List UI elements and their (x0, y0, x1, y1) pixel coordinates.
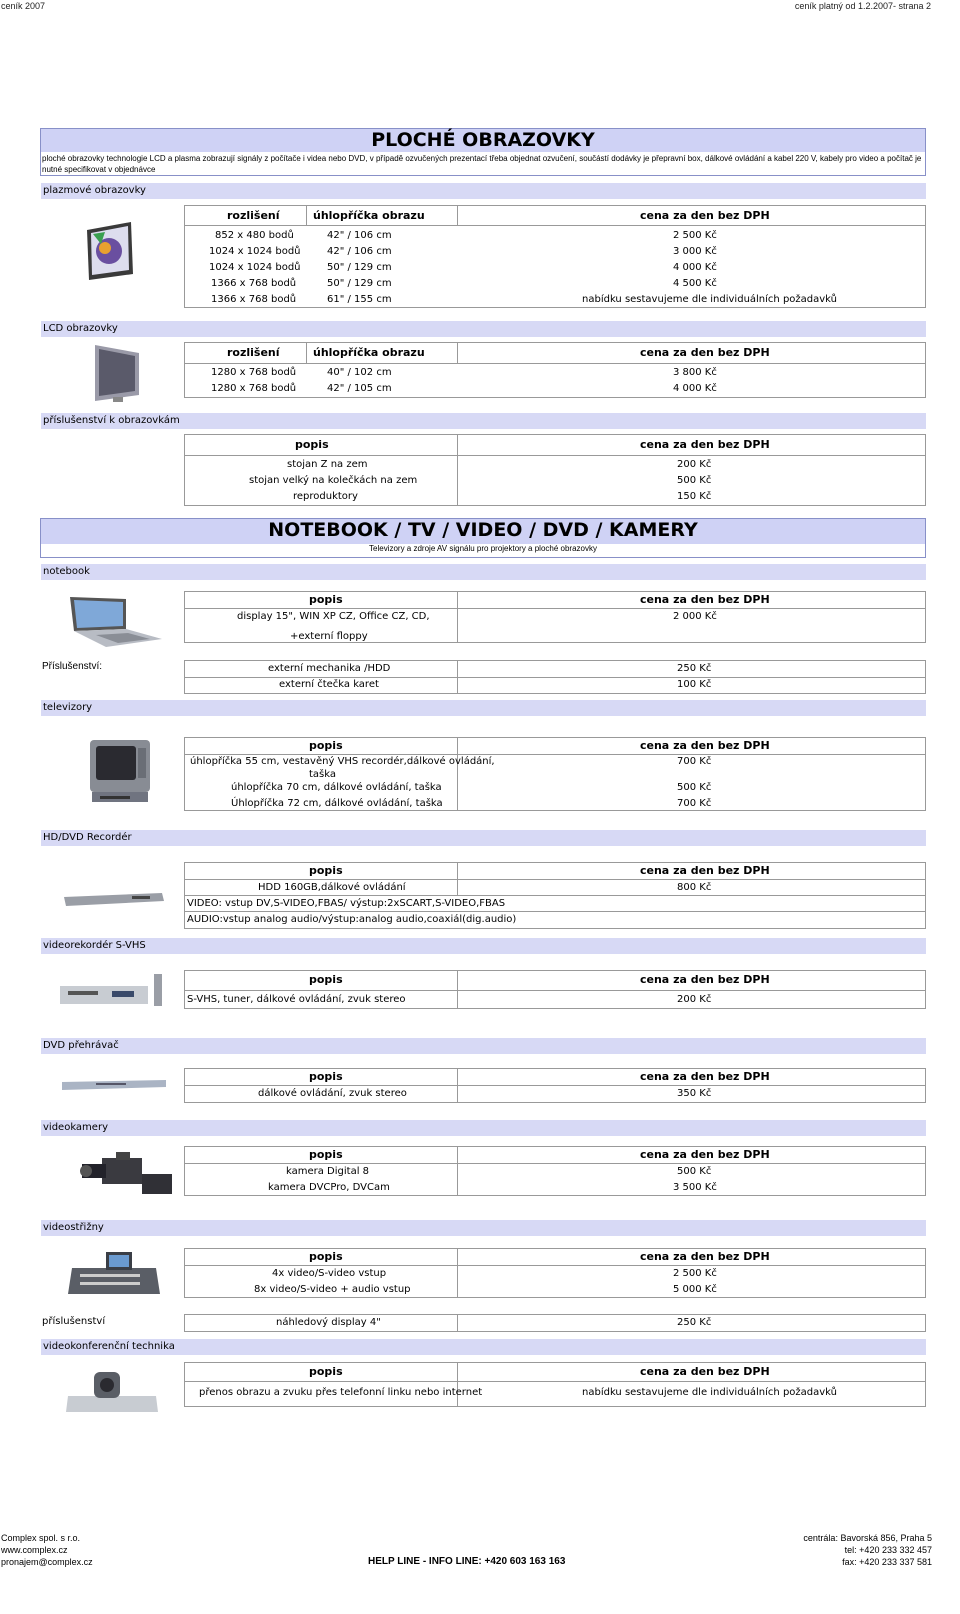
header-left: ceník 2007 (1, 1, 46, 11)
col-header: popis (295, 438, 329, 451)
section-label: videokonferenční technika (43, 1341, 175, 1352)
table-cell: 2 500 Kč (673, 1268, 717, 1279)
table-cell: 5 000 Kč (673, 1284, 717, 1295)
table-cell: 1366 x 768 bodů (211, 294, 297, 305)
section-videoconference (41, 1339, 926, 1355)
table-cell: úhlopříčka 55 cm, vestavěný VHS recordér,dálkové ovládání, (190, 756, 495, 767)
table-cell: externí mechanika /HDD (268, 663, 391, 674)
table-cell: 50" / 129 cm (327, 262, 392, 273)
lcd-screen-image (93, 341, 143, 403)
notebook-table (184, 591, 926, 643)
col-header: cena za den bez DPH (640, 1148, 770, 1161)
table-cell: display 15", WIN XP CZ, Office CZ, CD, (237, 611, 430, 622)
table-cell: 800 Kč (677, 882, 712, 893)
col-header: popis (309, 864, 343, 877)
table-cell: AUDIO:vstup analog audio/výstup:analog audio,coaxiál(dig.audio) (187, 914, 517, 925)
table-cell: externí čtečka karet (279, 679, 379, 690)
tv-image (86, 738, 154, 810)
table-cell: 1366 x 768 bodů (211, 278, 297, 289)
table-cell: 4 500 Kč (673, 278, 717, 289)
vhs-recorder-image (58, 972, 168, 1008)
banner-ploche-obrazovky (40, 128, 926, 176)
section-label: notebook (43, 566, 90, 577)
cameras-table (184, 1146, 926, 1196)
notebook-accessories-table (184, 660, 926, 694)
table-cell: kamera DVCPro, DVCam (268, 1182, 390, 1193)
table-cell: 200 Kč (677, 459, 712, 470)
table-cell: 2 500 Kč (673, 230, 717, 241)
col-header: popis (309, 1148, 343, 1161)
table-cell: 8x video/S-video + audio vstup (254, 1284, 411, 1295)
table-cell: 40" / 102 cm (327, 367, 392, 378)
section-label: videorekordér S-VHS (43, 940, 146, 951)
plasma-screen-image (83, 220, 135, 282)
banner-desc: Televizory a zdroje AV signálu pro projektory a ploché obrazovky (369, 544, 597, 553)
col-header: cena za den bez DPH (640, 209, 770, 222)
video-mixer-image (66, 1250, 162, 1298)
footer-address: centrála: Bavorská 856, Praha 5 (803, 1533, 932, 1543)
table-cell: 4 000 Kč (673, 262, 717, 273)
table-cell: 500 Kč (677, 1166, 712, 1177)
plasma-table (184, 205, 926, 308)
col-header: cena za den bez DPH (640, 973, 770, 986)
table-cell: 2 000 Kč (673, 611, 717, 622)
table-cell: VIDEO: vstup DV,S-VIDEO,FBAS/ výstup:2xSCART,S-VIDEO,FBAS (187, 898, 506, 909)
table-cell: 3 000 Kč (673, 246, 717, 257)
section-hdd (41, 830, 926, 846)
lcd-table (184, 342, 926, 398)
col-header: cena za den bez DPH (640, 864, 770, 877)
section-label: videokamery (43, 1122, 108, 1133)
table-cell: 500 Kč (677, 782, 712, 793)
table-cell: 700 Kč (677, 798, 712, 809)
section-dvd (41, 1038, 926, 1054)
section-editing (41, 1220, 926, 1236)
table-cell: 3 800 Kč (673, 367, 717, 378)
col-header: rozlišení (227, 209, 280, 222)
table-cell: 150 Kč (677, 491, 712, 502)
header-right: ceník platný od 1.2.2007- strana 2 (794, 1, 931, 11)
table-cell: 250 Kč (677, 663, 712, 674)
col-header: cena za den bez DPH (640, 1070, 770, 1083)
footer-web[interactable]: www.complex.cz (1, 1545, 68, 1555)
table-cell: úhlopříčka 70 cm, dálkové ovládání, taška (231, 782, 442, 793)
hdd-table (184, 862, 926, 929)
table-cell: nabídku sestavujeme dle individuálních požadavků (582, 1387, 837, 1398)
hdd-recorder-image (62, 893, 166, 907)
footer-company: Complex spol. s r.o. (1, 1533, 81, 1543)
table-cell: 1280 x 768 bodů (211, 383, 297, 394)
table-cell: HDD 160GB,dálkové ovládání (258, 882, 406, 893)
footer-tel: tel: +420 233 332 457 (844, 1545, 932, 1555)
section-label: příslušenství k obrazovkám (43, 415, 180, 426)
section-plasma (41, 183, 926, 199)
table-cell: 42" / 106 cm (327, 230, 392, 241)
table-cell: taška (309, 769, 337, 780)
table-cell: Úhlopříčka 72 cm, dálkové ovládání, taška (231, 798, 443, 809)
table-cell: 200 Kč (677, 994, 712, 1005)
notebook-image (66, 593, 166, 649)
col-header: úhlopříčka obrazu (313, 209, 425, 222)
col-header: rozlišení (227, 346, 280, 359)
section-vhs (41, 938, 926, 954)
notebook-accessories-label: Příslušenství: (42, 661, 103, 672)
table-cell: 500 Kč (677, 475, 712, 486)
section-label: televizory (43, 702, 93, 713)
table-cell: nabídku sestavujeme dle individuálních požadavků (582, 294, 837, 305)
col-header: cena za den bez DPH (640, 739, 770, 752)
banner-notebook-tv (40, 518, 926, 558)
section-cameras (41, 1120, 926, 1136)
table-cell: 61" / 155 cm (327, 294, 392, 305)
section-label: videostřižny (43, 1222, 104, 1233)
section-tv (41, 700, 926, 716)
section-label: LCD obrazovky (43, 323, 118, 334)
table-cell: +externí floppy (290, 631, 368, 642)
table-cell: 42" / 105 cm (327, 383, 392, 394)
table-cell: 852 x 480 bodů (215, 230, 294, 241)
videoconference-table (184, 1362, 926, 1407)
col-header: cena za den bez DPH (640, 1365, 770, 1378)
table-cell: 1280 x 768 bodů (211, 367, 297, 378)
banner-desc: ploché obrazovky technologie LCD a plasma zobrazují signály z počítače i videa nebo DVD, v případě ozvučených prezentací třeba objednat ozvučení, součástí dodávky je přepravní box, dálkové ovládání a kabel 220 V, kabely pro video a počítač je nutné specifikovat v objednávce (42, 154, 922, 174)
section-label: plazmové obrazovky (43, 185, 146, 196)
section-lcd (41, 321, 926, 337)
editing-table (184, 1248, 926, 1298)
table-cell: 3 500 Kč (673, 1182, 717, 1193)
section-notebook (41, 564, 926, 580)
table-cell: přenos obrazu a zvuku přes telefonní linku nebo internet (199, 1387, 483, 1398)
col-header: popis (309, 1250, 343, 1263)
section-label: DVD přehrávač (43, 1040, 119, 1051)
videoconference-image (64, 1366, 160, 1418)
section-accessories (41, 413, 926, 429)
table-cell: stojan Z na zem (287, 459, 368, 470)
vhs-table (184, 970, 926, 1009)
footer-fax: fax: +420 233 337 581 (842, 1557, 932, 1567)
col-header: popis (309, 1070, 343, 1083)
col-header: cena za den bez DPH (640, 346, 770, 359)
editing-accessories-label: příslušenství (42, 1316, 106, 1327)
table-cell: 4 000 Kč (673, 383, 717, 394)
dvd-player-image (60, 1078, 170, 1092)
table-cell: dálkové ovládání, zvuk stereo (258, 1088, 407, 1099)
table-cell: 700 Kč (677, 756, 712, 767)
footer-helpline: HELP LINE - INFO LINE: +420 603 163 163 (368, 1556, 566, 1567)
table-cell: reproduktory (293, 491, 358, 502)
dvd-table (184, 1068, 926, 1103)
banner-title: NOTEBOOK / TV / VIDEO / DVD / KAMERY (268, 519, 698, 541)
table-cell: 42" / 106 cm (327, 246, 392, 257)
col-header: úhlopříčka obrazu (313, 346, 425, 359)
table-cell: 1024 x 1024 bodů (209, 246, 301, 257)
video-camera-image (72, 1150, 178, 1198)
table-cell: 100 Kč (677, 679, 712, 690)
table-cell: kamera Digital 8 (286, 1166, 370, 1177)
col-header: cena za den bez DPH (640, 438, 770, 451)
banner-title: PLOCHÉ OBRAZOVKY (371, 129, 595, 151)
table-cell: stojan velký na kolečkách na zem (249, 475, 418, 486)
table-cell: 4x video/S-video vstup (272, 1268, 387, 1279)
table-cell: S-VHS, tuner, dálkové ovládání, zvuk stereo (187, 994, 406, 1005)
col-header: popis (309, 739, 343, 752)
section-label: HD/DVD Recordér (43, 832, 132, 843)
col-header: cena za den bez DPH (640, 1250, 770, 1263)
table-cell: 350 Kč (677, 1088, 712, 1099)
col-header: popis (309, 593, 343, 606)
table-cell: 1024 x 1024 bodů (209, 262, 301, 273)
table-cell: náhledový display 4" (276, 1317, 381, 1328)
tv-table (184, 737, 926, 811)
col-header: popis (309, 1365, 343, 1378)
editing-accessories-table (184, 1314, 926, 1332)
col-header: popis (309, 973, 343, 986)
table-cell: 50" / 129 cm (327, 278, 392, 289)
accessories-table (184, 434, 926, 506)
footer-email[interactable]: pronajem@complex.cz (1, 1557, 93, 1567)
table-cell: 250 Kč (677, 1317, 712, 1328)
col-header: cena za den bez DPH (640, 593, 770, 606)
